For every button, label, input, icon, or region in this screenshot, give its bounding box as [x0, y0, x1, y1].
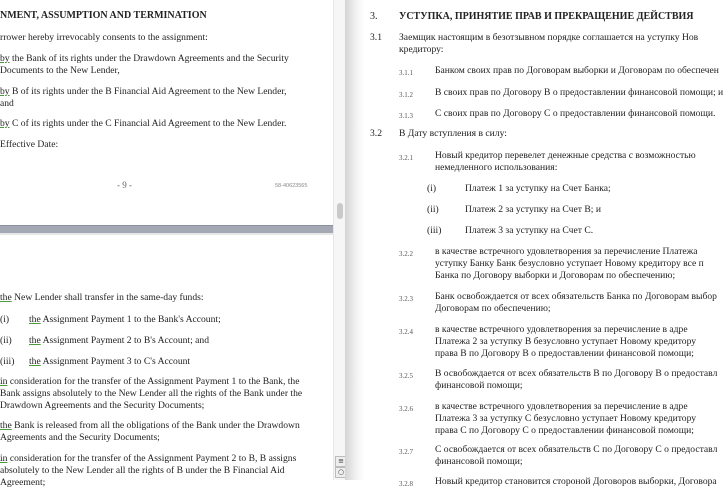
subclause-text: С своих прав по Договору С о предоставлении финансовой помощи. — [435, 108, 716, 119]
item-continuation: and — [0, 98, 14, 109]
subclause-text: С освобождается от всех обязательств С по Договору С о предоставл — [435, 444, 718, 455]
clause-text: кредитору: — [399, 44, 444, 55]
spell-flag[interactable]: the — [0, 292, 12, 303]
spell-flag[interactable]: by — [0, 53, 10, 64]
subclause-text: в качестве встречного удовлетворения за перечисление в адре — [435, 324, 688, 335]
pane-divider[interactable] — [345, 0, 365, 480]
clause-text: В Дату вступления в силу: — [399, 128, 507, 139]
para-line: Drawdown Agreements and the Security Documents; — [0, 400, 205, 411]
subclause-text: В освобождается от всех обязательств В по Договору В о предоставл — [435, 368, 718, 379]
document-id: 58-40623565 — [275, 183, 308, 189]
subclause-text: Новый кредитор перевелет денежные средства с возможностью — [435, 150, 696, 161]
para-text: consideration for the transfer of the Assignment Payment 2 to B, B assigns — [7, 453, 297, 464]
subclause-text: права В по Договору В о предоставлении финансовой помощи; — [435, 348, 694, 359]
subclause-number: 3.1.3 — [399, 112, 413, 120]
spell-flag[interactable]: the — [0, 420, 12, 431]
subclause-text: Банка по Договору выборки и Договорам по обеспечению; — [435, 270, 676, 281]
subclause-number: 3.1.2 — [399, 91, 413, 99]
russian-document-pane — [365, 0, 723, 488]
subclause-number: 3.2.7 — [399, 448, 413, 456]
payment-text: Assignment Payment 3 to C's Account — [40, 356, 191, 367]
page-number: - 9 - — [117, 180, 132, 190]
payment-text: Платеж 2 за уступку на Счет В; и — [465, 204, 601, 215]
page-separator-shadow — [0, 233, 333, 235]
intro-text: rrower hereby irrevocably consents to the assignment: — [0, 32, 208, 43]
payment-number: (ii) — [427, 204, 439, 215]
release-para — [0, 420, 300, 433]
browse-object-icon[interactable]: ○ — [335, 467, 347, 478]
subclause-text: уступку Банку Банк безусловно уступает Новому кредитору все п — [435, 258, 704, 269]
subclause-text: Платежа 2 за уступку В безусловно уступает Новому кредитору — [435, 336, 697, 347]
para-text: consideration for the transfer of the Assignment Payment 1 to the Bank, the — [7, 376, 300, 387]
payment-number: (ii) — [0, 335, 12, 346]
english-document-pane — [0, 0, 333, 488]
payment-number: (i) — [0, 314, 10, 325]
scroll-thumb[interactable] — [337, 203, 343, 219]
transfer-intro — [0, 292, 204, 305]
spell-flag[interactable]: by — [0, 86, 10, 97]
subclause-number: 3.2.6 — [399, 405, 413, 413]
payment-number: (iii) — [427, 225, 442, 236]
payment-number: (iii) — [0, 356, 15, 367]
subclause-number: 3.2.2 — [399, 250, 413, 258]
consideration-para-1 — [0, 376, 299, 389]
subclause-number: 3.2.4 — [399, 328, 413, 336]
subclause-text: немедленного использования: — [435, 162, 558, 173]
consideration-para-2 — [0, 453, 296, 466]
subclause-text: финансовой помощи; — [435, 456, 523, 467]
para-text: Bank is released from all the obligations of the Bank under the Drawdown — [11, 420, 300, 431]
section-heading: УСТУПКА, ПРИНЯТИЕ ПРАВ И ПРЕКРАЩЕНИЕ ДЕЙСТВИЯ — [399, 11, 694, 22]
item-text: C of its rights under the C Financial Aid Agreement to the New Lender. — [9, 118, 287, 129]
spell-flag[interactable]: the — [29, 356, 41, 367]
assignment-item-c — [0, 118, 286, 131]
section-number: 3. — [370, 11, 378, 22]
payment-item — [29, 356, 190, 369]
assignment-item-bank — [0, 53, 289, 66]
subclause-text: Новый кредитор становится стороной Договоров выборки, Договора — [435, 476, 717, 487]
payment-text: Платеж 1 за уступку на Счет Банка; — [465, 183, 611, 194]
subclause-number: 3.2.5 — [399, 372, 413, 380]
item-text: the Bank of its rights under the Drawdown Agreements and the Security — [9, 53, 289, 64]
subclause-text: финансовой помощи; — [435, 380, 523, 391]
payment-text: Платеж 3 за уступку на Счет С. — [465, 225, 594, 236]
payment-item — [29, 314, 221, 327]
clause-text: Заемщик настоящим в безотзывном порядке соглашается на уступку Нов — [399, 32, 699, 43]
payment-text: Assignment Payment 2 to B's Account; and — [40, 335, 210, 346]
subclause-number: 3.2.8 — [399, 480, 413, 488]
subclause-text: Банк освобождается от всех обязательств Банка по Договорам выбор — [435, 291, 717, 302]
subclause-number: 3.2.3 — [399, 295, 413, 303]
para-line: Agreements and the Security Documents; — [0, 432, 160, 443]
para-line: absolutely to the New Lender all the rights of B under the B Financial Aid — [0, 465, 285, 476]
section-heading: NMENT, ASSUMPTION AND TERMINATION — [0, 10, 207, 21]
subclause-text: Платежа 3 за уступку С безусловно уступает Новому кредитору — [435, 413, 697, 424]
item-continuation: Documents to the New Lender, — [0, 65, 120, 76]
para-line: Agreement; — [0, 477, 46, 488]
payment-text: Assignment Payment 1 to the Bank's Account; — [40, 314, 221, 325]
payment-number: (i) — [427, 183, 437, 194]
subclause-text: в качестве встречного удовлетворения за перечисление Платежа — [435, 246, 698, 257]
subclause-text: Договорам по обеспечению; — [435, 303, 551, 314]
spell-flag[interactable]: by — [0, 118, 10, 129]
subclause-text: В своих прав по Договору В о предоставлении финансовой помощи; и — [435, 87, 723, 98]
clause-number: 3.2 — [370, 128, 382, 139]
subclause-number: 3.2.1 — [399, 154, 413, 162]
para-line: Bank assigns absolutely to the New Lender all the rights of the Bank under the — [0, 388, 303, 399]
spell-flag[interactable]: the — [29, 335, 41, 346]
subclause-text: в качестве встречного удовлетворения за перечисление в адре — [435, 401, 688, 412]
transfer-intro-text: New Lender shall transfer in the same-day funds: — [11, 292, 204, 303]
item-text: B of its rights under the B Financial Aid Agreement to the New Lender, — [9, 86, 287, 97]
spell-flag[interactable]: in — [0, 376, 8, 387]
spell-flag[interactable]: the — [29, 314, 41, 325]
subclause-text: права С по Договору С о предоставлении финансовой помощи; — [435, 425, 694, 436]
effective-date-label: Effective Date: — [0, 139, 59, 150]
clause-number: 3.1 — [370, 32, 382, 43]
payment-item — [29, 335, 209, 348]
subclause-text: Банком своих прав по Договорам выборки и Договорам по обеспечен — [435, 65, 719, 76]
assignment-item-b — [0, 86, 287, 99]
spell-flag[interactable]: in — [0, 453, 8, 464]
browse-previous-icon[interactable]: ≡ — [335, 456, 347, 467]
subclause-number: 3.1.1 — [399, 69, 413, 77]
